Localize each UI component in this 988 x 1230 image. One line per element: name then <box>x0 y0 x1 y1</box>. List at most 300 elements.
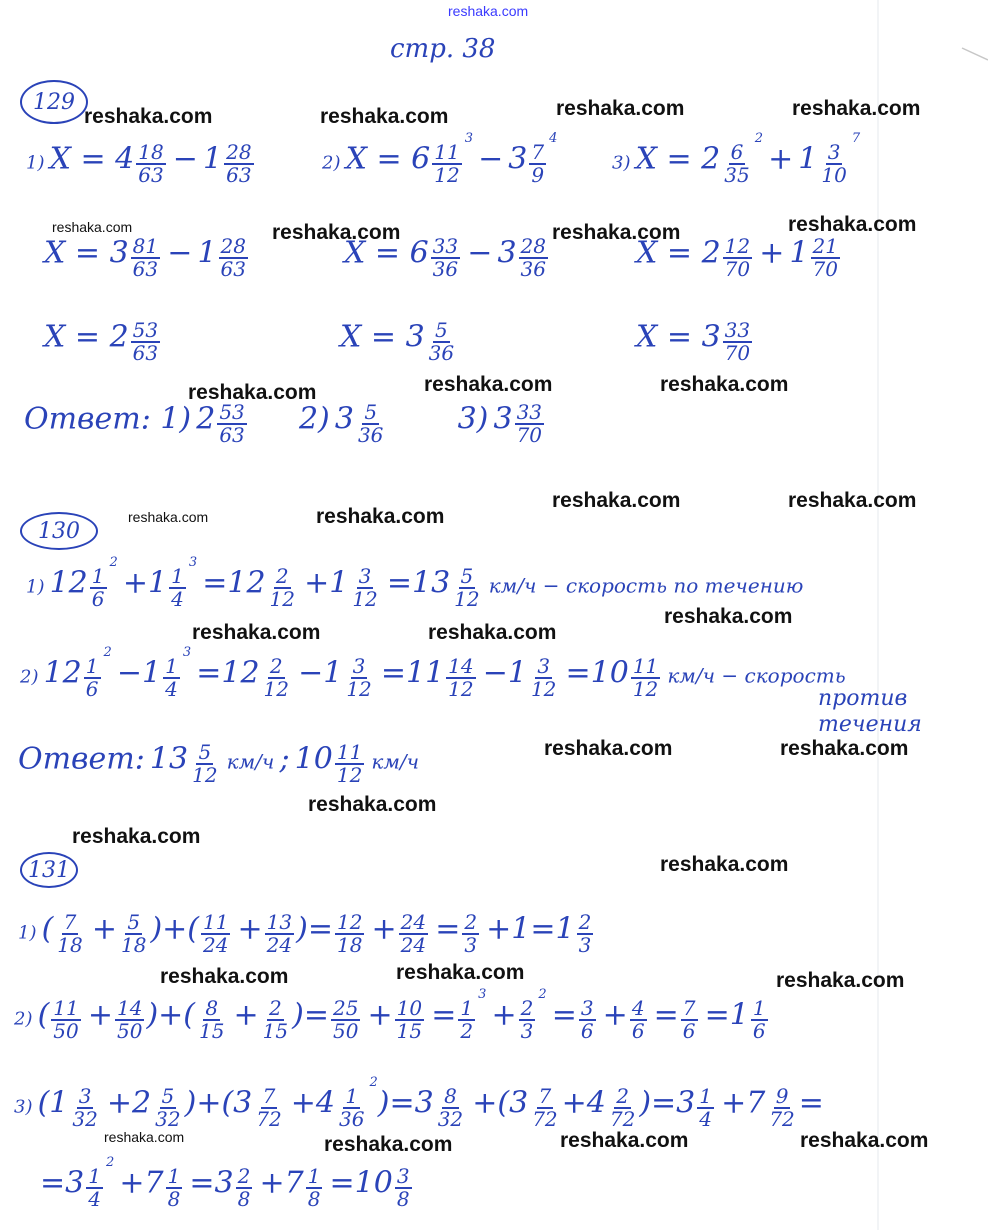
denominator: 6 <box>682 1019 696 1043</box>
denominator: 24 <box>400 933 427 957</box>
numerator: 8 <box>205 996 219 1020</box>
denominator: 24 <box>202 933 229 957</box>
extra-factor: 3 <box>478 987 487 1002</box>
whole: 3 <box>497 235 517 271</box>
denominator: 4 <box>699 1107 712 1131</box>
watermark: reshaka.com <box>660 373 789 396</box>
paren: ( <box>41 911 54 947</box>
answer-label: Ответ: <box>18 741 145 777</box>
denominator: 9 <box>531 163 545 187</box>
numerator: 2 <box>520 996 534 1020</box>
unit: км/ч <box>226 749 275 774</box>
fraction <box>131 320 160 364</box>
numerator: 5 <box>198 740 212 764</box>
fraction <box>819 142 848 186</box>
expr: = <box>435 911 461 947</box>
fraction <box>197 998 226 1042</box>
whole: 3 <box>508 141 528 177</box>
watermark: reshaka.com <box>556 97 685 120</box>
expr: =12 <box>202 565 266 601</box>
numerator: 1 <box>167 1164 181 1188</box>
p130-line2-cont1: против <box>818 686 908 711</box>
numerator: 5 <box>161 1084 175 1108</box>
expr: =10 <box>565 655 629 691</box>
denominator: 12 <box>263 677 289 701</box>
numerator: 25 <box>332 996 359 1020</box>
expr: −1 <box>298 655 343 691</box>
denominator: 4 <box>165 677 178 701</box>
expr: = <box>431 997 457 1033</box>
denominator: 63 <box>226 163 252 187</box>
denominator: 6 <box>752 1019 766 1043</box>
denominator: 4 <box>88 1187 101 1211</box>
p129-row3-eq2 <box>340 320 458 364</box>
fraction <box>811 236 840 280</box>
numerator: 28 <box>520 234 546 258</box>
expr: =11 <box>380 655 445 691</box>
whole: X = 4 <box>49 141 135 177</box>
whole: 3 <box>334 401 354 437</box>
label: 3) <box>457 401 489 437</box>
denominator: 12 <box>192 763 218 787</box>
numerator: 33 <box>724 318 751 342</box>
denominator: 12 <box>336 763 363 787</box>
extra-factor: 2 <box>369 1075 378 1090</box>
extra-factor: 3 <box>182 645 192 660</box>
label: 2) <box>298 401 330 437</box>
p129-row1-eq1 <box>26 142 256 186</box>
denominator: 63 <box>132 341 159 365</box>
whole: 1 <box>798 141 818 177</box>
fraction <box>224 142 253 186</box>
operator: + <box>602 997 628 1033</box>
numerator: 11 <box>336 740 363 764</box>
fraction <box>119 912 148 956</box>
extra-factor: 3 <box>188 555 198 570</box>
numerator: 1 <box>699 1084 712 1108</box>
fraction <box>254 1086 283 1130</box>
expr: =3 <box>189 1165 234 1201</box>
expr: 10 <box>294 741 333 777</box>
numerator: 11 <box>632 654 659 678</box>
p131-line3-cont <box>40 1155 414 1211</box>
extra-factor: 2 <box>538 987 547 1002</box>
fraction <box>261 998 290 1042</box>
numerator: 2 <box>237 1164 251 1188</box>
watermark: reshaka.com <box>308 793 437 816</box>
whole: X = 2 <box>44 319 129 355</box>
expr: +7 <box>119 1165 164 1201</box>
watermark: reshaka.com <box>552 221 681 244</box>
numerator: 5 <box>127 910 141 934</box>
expr: = <box>551 997 577 1033</box>
numerator: 6 <box>730 140 744 164</box>
numerator: 1 <box>171 564 184 588</box>
numerator: 14 <box>116 996 143 1020</box>
extra-factor: 2 <box>754 131 763 146</box>
fraction <box>458 998 475 1042</box>
denominator: 63 <box>219 423 245 447</box>
numerator: 14 <box>448 654 474 678</box>
denominator: 18 <box>120 933 147 957</box>
problem-number-130: 130 <box>20 512 98 550</box>
denominator: 3 <box>520 1019 534 1043</box>
fraction <box>446 656 475 700</box>
numerator: 12 <box>336 910 363 934</box>
denominator: 72 <box>609 1107 636 1131</box>
fraction <box>722 142 751 186</box>
denominator: 36 <box>520 257 546 281</box>
numerator: 2 <box>464 910 478 934</box>
fraction <box>630 998 647 1042</box>
numerator: 12 <box>724 234 751 258</box>
expr: =13 <box>386 565 451 601</box>
numerator: 28 <box>220 234 246 258</box>
fraction <box>166 1166 183 1210</box>
expr: = <box>653 997 679 1033</box>
numerator: 33 <box>432 234 459 258</box>
denominator: 2 <box>460 1019 474 1043</box>
numerator: 4 <box>631 996 645 1020</box>
whole: 2 <box>196 401 216 437</box>
numerator: 9 <box>775 1084 789 1108</box>
whole: 3 <box>493 401 513 437</box>
numerator: 1 <box>88 1164 101 1188</box>
operator: + <box>491 997 517 1033</box>
denominator: 50 <box>53 1019 79 1043</box>
watermark: reshaka.com <box>424 373 553 396</box>
fraction <box>190 742 219 786</box>
numerator: 7 <box>262 1084 276 1108</box>
operator: + <box>371 911 397 947</box>
expr: +7 <box>721 1085 766 1121</box>
expr: )= <box>296 911 333 947</box>
fraction <box>131 236 160 280</box>
expr: =3 <box>40 1165 85 1201</box>
fraction <box>217 402 246 446</box>
numerator: 2 <box>269 996 282 1020</box>
numerator: 7 <box>682 996 696 1020</box>
fraction <box>335 912 364 956</box>
numerator: 2 <box>269 654 283 678</box>
extra-factor: 3 <box>464 131 473 146</box>
watermark: reshaka.com <box>52 219 133 235</box>
operator: − <box>467 235 493 271</box>
expr: +4 <box>561 1085 606 1121</box>
numerator: 18 <box>138 140 164 164</box>
fraction <box>268 566 297 610</box>
numerator: 3 <box>358 564 372 588</box>
watermark: reshaka.com <box>544 737 673 760</box>
numerator: 5 <box>435 318 448 342</box>
denominator: 6 <box>631 1019 645 1043</box>
p130-answer <box>18 742 419 786</box>
fraction <box>697 1086 714 1130</box>
numerator: 8 <box>444 1084 457 1108</box>
fraction <box>751 998 768 1042</box>
fraction <box>136 142 165 186</box>
fraction <box>519 236 548 280</box>
label: 2) <box>322 152 341 174</box>
numerator: 1 <box>165 654 178 678</box>
page-reference: стр. 38 <box>390 34 496 64</box>
watermark: reshaka.com <box>320 105 449 128</box>
whole: 1 <box>789 235 809 271</box>
numerator: 7 <box>63 910 77 934</box>
label: 1) <box>26 152 45 174</box>
fraction <box>337 1086 366 1130</box>
denominator: 8 <box>396 1187 410 1211</box>
p131-line3 <box>14 1075 824 1131</box>
watermark: reshaka.com <box>316 505 445 528</box>
label: 1) <box>18 922 37 944</box>
extra-factor: 2 <box>105 1155 115 1170</box>
whole: 1 <box>203 141 223 177</box>
p130-line2 <box>20 645 846 701</box>
denominator: 36 <box>432 257 459 281</box>
watermark: reshaka.com <box>560 1129 689 1152</box>
denominator: 50 <box>116 1019 143 1043</box>
expr: )=3 <box>377 1085 434 1121</box>
description: км/ч − скорость <box>667 663 846 688</box>
denominator: 36 <box>339 1107 365 1131</box>
whole: X = 3 <box>340 319 425 355</box>
numerator: 53 <box>132 318 159 342</box>
denominator: 8 <box>167 1187 181 1211</box>
expr: +1 <box>304 565 349 601</box>
watermark: reshaka.com <box>780 737 909 760</box>
fraction <box>432 142 461 186</box>
problem-number-129: 129 <box>20 80 88 124</box>
watermark: reshaka.com <box>192 621 321 644</box>
numerator: 3 <box>78 1084 92 1108</box>
expr: +2 <box>106 1085 152 1121</box>
operator: + <box>233 997 259 1033</box>
numerator: 7 <box>531 140 545 164</box>
denominator: 12 <box>346 677 372 701</box>
fraction <box>608 1086 637 1130</box>
denominator: 15 <box>198 1019 225 1043</box>
expr: +7 <box>259 1165 304 1201</box>
denominator: 32 <box>72 1107 98 1131</box>
label: 1) <box>26 576 45 598</box>
denominator: 18 <box>57 933 83 957</box>
denominator: 63 <box>138 163 164 187</box>
operator: + <box>91 911 117 947</box>
fraction <box>631 656 660 700</box>
watermark: reshaka.com <box>428 621 557 644</box>
numerator: 3 <box>580 996 594 1020</box>
fraction <box>219 236 248 280</box>
fraction <box>70 1086 99 1130</box>
denominator: 24 <box>266 933 293 957</box>
watermark: reshaka.com <box>84 105 213 128</box>
whole: 1 <box>197 235 217 271</box>
p129-row1-eq3 <box>612 131 861 187</box>
operator: +1 <box>122 565 168 601</box>
operator: + <box>768 141 794 177</box>
fraction <box>344 656 373 700</box>
p129-answer <box>24 402 546 446</box>
p130-line1 <box>26 555 804 611</box>
watermark: reshaka.com <box>272 221 401 244</box>
denominator: 63 <box>220 257 246 281</box>
expr: )= <box>292 997 329 1033</box>
whole: X = 2 <box>635 141 721 177</box>
fraction <box>681 998 698 1042</box>
numerator: 3 <box>537 654 551 678</box>
p131-line1 <box>18 912 595 956</box>
whole: X = 2 <box>636 235 721 271</box>
fraction <box>86 1166 103 1210</box>
problem-number-131: 131 <box>20 852 78 888</box>
denominator: 72 <box>256 1107 282 1131</box>
watermark: reshaka.com <box>660 853 789 876</box>
denominator: 18 <box>336 933 363 957</box>
extra-factor: 2 <box>103 645 112 660</box>
fraction <box>399 912 428 956</box>
watermark: reshaka.com <box>788 213 917 236</box>
denominator: 6 <box>91 587 105 611</box>
whole: X = 6 <box>345 141 431 177</box>
fraction <box>236 1166 253 1210</box>
fraction <box>51 998 80 1042</box>
fraction <box>395 1166 412 1210</box>
numerator: 5 <box>364 400 378 424</box>
label: 2) <box>20 666 39 688</box>
expr: =1 <box>704 997 749 1033</box>
denominator: 3 <box>578 933 592 957</box>
numerator: 24 <box>400 910 427 934</box>
watermark: reshaka.com <box>800 1129 929 1152</box>
denominator: 10 <box>821 163 847 187</box>
denominator: 12 <box>269 587 295 611</box>
denominator: 12 <box>448 677 474 701</box>
numerator: 11 <box>434 140 460 164</box>
numerator: 3 <box>352 654 366 678</box>
operator: − <box>167 235 193 271</box>
fraction <box>515 402 544 446</box>
extra-factor: 2 <box>109 555 118 570</box>
expr: =10 <box>329 1165 393 1201</box>
whole: X = 3 <box>44 235 129 271</box>
label: 2) <box>14 1008 33 1030</box>
fraction <box>84 656 101 700</box>
numerator: 33 <box>516 400 543 424</box>
expr: )=3 <box>639 1085 696 1121</box>
watermark: reshaka.com <box>788 489 917 512</box>
watermark: reshaka.com <box>664 605 793 628</box>
numerator: 5 <box>460 564 474 588</box>
fraction <box>529 142 546 186</box>
p129-row1-eq2 <box>322 131 558 187</box>
p129-row3-eq3 <box>636 320 754 364</box>
expr: 12 <box>43 655 82 691</box>
denominator: 12 <box>530 677 557 701</box>
fraction <box>331 998 360 1042</box>
p129-row2-eq1 <box>44 236 250 280</box>
denominator: 8 <box>237 1187 251 1211</box>
denominator: 4 <box>171 587 184 611</box>
p130-line2-cont2: течения <box>818 712 922 737</box>
operator: − <box>172 141 198 177</box>
expr: +1=1 <box>486 911 575 947</box>
numerator: 1 <box>85 654 99 678</box>
numerator: 1 <box>460 996 474 1020</box>
fraction <box>169 566 186 610</box>
denominator: 70 <box>812 257 838 281</box>
fraction <box>201 912 230 956</box>
expr: +4 <box>290 1085 336 1121</box>
denominator: 6 <box>580 1019 594 1043</box>
fraction <box>335 742 364 786</box>
numerator: 2 <box>578 910 592 934</box>
numerator: 7 <box>538 1084 552 1108</box>
operator: + <box>367 997 393 1033</box>
expr: (1 <box>37 1085 69 1121</box>
denominator: 15 <box>396 1019 423 1043</box>
fraction <box>577 912 594 956</box>
numerator: 28 <box>226 140 252 164</box>
watermark: reshaka.com <box>160 965 289 988</box>
numerator: 11 <box>53 996 79 1020</box>
numerator: 1 <box>752 996 766 1020</box>
p129-row3-eq1 <box>44 320 162 364</box>
fraction <box>350 566 379 610</box>
denominator: 12 <box>632 677 659 701</box>
watermark: reshaka.com <box>552 489 681 512</box>
fraction <box>163 656 180 700</box>
denominator: 3 <box>464 933 478 957</box>
fraction <box>356 402 385 446</box>
separator: ; <box>279 741 290 777</box>
expr: +(3 <box>472 1085 529 1121</box>
fraction <box>306 1166 323 1210</box>
fraction <box>55 912 84 956</box>
site-watermark-top: reshaka.com <box>448 3 529 19</box>
denominator: 63 <box>132 257 159 281</box>
expr: =12 <box>196 655 260 691</box>
numerator: 3 <box>396 1164 410 1188</box>
operator: + <box>759 235 785 271</box>
numerator: 1 <box>345 1084 359 1108</box>
denominator: 72 <box>769 1107 795 1131</box>
denominator: 72 <box>532 1107 558 1131</box>
numerator: 1 <box>307 1164 321 1188</box>
operator: −1 <box>116 655 162 691</box>
denominator: 70 <box>516 423 543 447</box>
expr: 12 <box>49 565 88 601</box>
fraction <box>723 320 752 364</box>
numerator: 13 <box>266 910 293 934</box>
denominator: 70 <box>724 341 751 365</box>
whole: X = 6 <box>344 235 429 271</box>
denominator: 36 <box>428 341 455 365</box>
denominator: 12 <box>454 587 480 611</box>
whole: X = 3 <box>636 319 721 355</box>
operator: − <box>478 141 504 177</box>
denominator: 8 <box>307 1187 321 1211</box>
fraction <box>395 998 424 1042</box>
watermark: reshaka.com <box>324 1133 453 1156</box>
label: 3) <box>612 152 631 174</box>
expr: −1 <box>482 655 527 691</box>
fraction <box>723 236 752 280</box>
paren: )+( <box>146 997 195 1033</box>
extra-factor: 4 <box>549 131 558 146</box>
denominator: 12 <box>352 587 378 611</box>
fraction <box>90 566 107 610</box>
